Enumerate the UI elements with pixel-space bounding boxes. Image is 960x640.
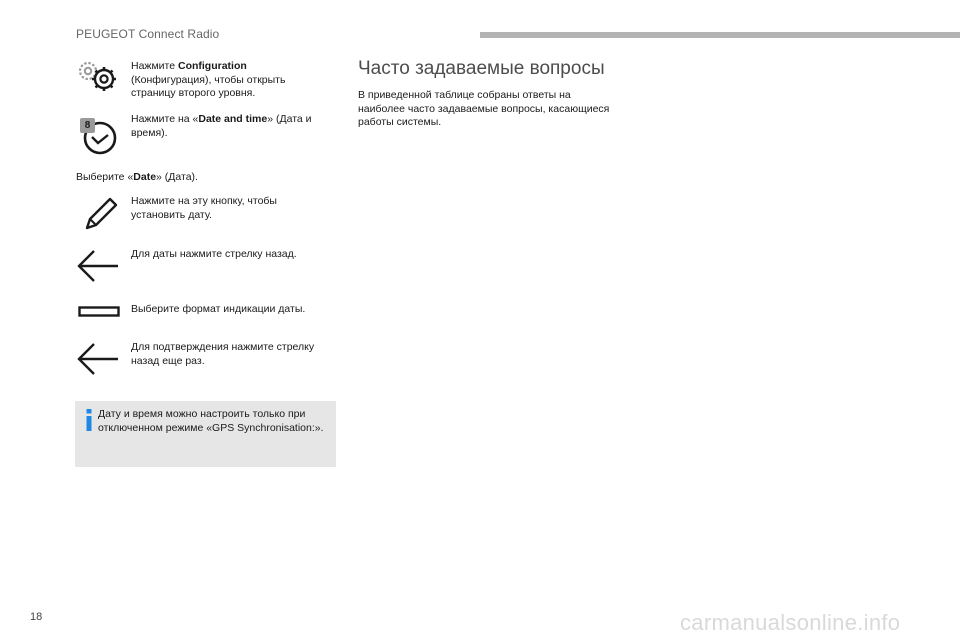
step-confirm-text: Для подтверждения нажмите стрелку назад еще раз.	[131, 341, 315, 367]
watermark: carmanualsonline.info	[680, 610, 901, 635]
step-back-arrow-text: Для даты нажмите стрелку назад.	[131, 248, 297, 260]
pencil-icon	[84, 195, 120, 231]
date-and-time-label: Date and time	[198, 113, 268, 125]
step-configuration-text: Нажмите Configuration (Конфигурация), чтобы открыть страницу второго уровня.	[131, 60, 286, 99]
date-label: Date	[133, 171, 157, 183]
step-date-and-time-text: Нажмите на «Date and time» (Дата и время).	[131, 113, 312, 139]
back-arrow-icon	[76, 249, 120, 283]
page-number: 18	[30, 611, 43, 623]
info-note	[75, 401, 336, 467]
info-note-text: Дату и время можно настроить только при отключенном режиме «GPS Synchronisation:».	[98, 408, 324, 434]
configuration-label: Configuration	[177, 60, 247, 72]
back-arrow-icon	[76, 342, 120, 376]
step-format-text: Выберите формат индикации даты.	[131, 303, 306, 315]
info-icon	[85, 409, 93, 431]
select-date-text: Выберите «Date» (Дата).	[76, 171, 198, 183]
badge-8: 8	[80, 118, 95, 133]
faq-body: В приведенной таблице собраны ответы на наиболее часто задаваемые вопросы, касающиеся работы системы.	[358, 89, 610, 128]
header-title: PEUGEOT Connect Radio	[76, 27, 220, 41]
format-bar-icon	[78, 306, 120, 318]
settings-gears-icon	[76, 60, 122, 96]
step-pencil-text: Нажмите на эту кнопку, чтобы установить дату.	[131, 195, 277, 221]
header-bar	[480, 32, 960, 38]
faq-title: Часто задаваемые вопросы	[358, 58, 605, 79]
